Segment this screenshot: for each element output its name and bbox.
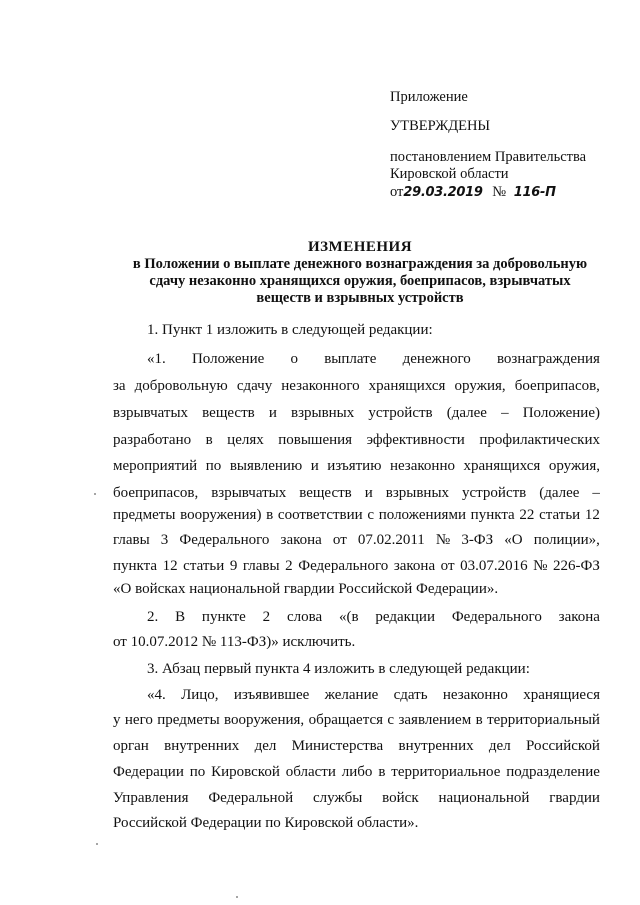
- paragraph-line: [147, 687, 600, 704]
- word: в: [266, 507, 274, 523]
- word: боеприпасов,: [113, 485, 199, 501]
- word: положениями: [378, 507, 466, 523]
- word: вооружения): [180, 507, 262, 523]
- resolution-line-1: постановлением Правительства: [390, 149, 587, 165]
- word: пункте: [201, 609, 246, 625]
- word: «О: [504, 532, 523, 548]
- resolution-date-number: [390, 183, 556, 202]
- paragraph-line: [113, 507, 600, 524]
- word: пункта: [470, 507, 515, 523]
- heading-title: ИЗМЕНЕНИЯ: [307, 239, 413, 255]
- paragraph-line: [113, 432, 600, 449]
- paragraph-line: [113, 558, 600, 575]
- heading-subtitle-line: веществ и взрывных устройств: [256, 290, 464, 306]
- word: предметы: [113, 507, 176, 523]
- word: за: [113, 378, 126, 394]
- word: целях: [227, 432, 264, 448]
- word: 12: [584, 507, 600, 523]
- word: веществ: [202, 405, 255, 421]
- word: от: [332, 532, 347, 548]
- word: внутренних: [398, 738, 474, 754]
- paragraph-line: от 10.07.2012 № 113-ФЗ)» исключить.: [113, 634, 356, 650]
- word: 2: [285, 558, 293, 574]
- word: «1.: [147, 351, 166, 367]
- word: Федеральной: [208, 790, 294, 806]
- word: редакции: [375, 609, 435, 625]
- word: закона: [393, 558, 436, 574]
- word: –: [501, 405, 509, 421]
- word: территориальный: [487, 712, 600, 728]
- word: устройств: [368, 405, 433, 421]
- word: 03.07.2016: [460, 558, 528, 574]
- word: войск: [382, 790, 419, 806]
- word: №: [533, 558, 548, 574]
- word: взрывчатых: [211, 485, 287, 501]
- word: профилактических: [479, 432, 600, 448]
- word: внутренних: [164, 738, 240, 754]
- paragraph-line: [113, 790, 600, 807]
- word: 07.02.2011: [357, 532, 425, 548]
- paragraph-line: [113, 764, 600, 781]
- paragraph-line: [113, 378, 600, 395]
- document-heading: [100, 239, 620, 307]
- word: взрывных: [385, 485, 450, 501]
- word: 3: [160, 532, 169, 548]
- word: слова: [286, 609, 323, 625]
- word: 2.: [147, 609, 159, 625]
- word: главы: [242, 558, 280, 574]
- word: по: [189, 764, 206, 780]
- word: национальной: [438, 790, 530, 806]
- word: о: [290, 351, 298, 367]
- word: вознаграждения: [496, 351, 600, 367]
- word: эффективности: [366, 432, 465, 448]
- word: незаконного: [281, 378, 360, 394]
- word: изъятию: [327, 458, 382, 474]
- word: разработано: [113, 432, 192, 448]
- word: выявлению: [229, 458, 303, 474]
- word: сдать: [393, 687, 428, 703]
- word: изъявившее: [233, 687, 310, 703]
- word: статьи: [183, 558, 225, 574]
- word: области: [285, 764, 336, 780]
- word: закона: [280, 532, 322, 548]
- word: добровольную: [134, 378, 228, 394]
- word: устройств: [462, 485, 527, 501]
- word: 2: [262, 609, 271, 625]
- word: дел: [254, 738, 277, 754]
- approved-label: УТВЕРЖДЕНЫ: [390, 118, 491, 134]
- word: обращается: [308, 712, 384, 728]
- scan-speck: [236, 896, 238, 898]
- appendix-label: Приложение: [390, 89, 468, 105]
- word: либо: [341, 764, 373, 780]
- word: 22: [519, 507, 535, 523]
- word: (далее: [446, 405, 487, 421]
- paragraph-line: [147, 609, 600, 626]
- word: оружия,: [548, 458, 600, 474]
- word: Положение: [191, 351, 265, 367]
- word: по: [205, 458, 222, 474]
- word: с: [367, 507, 375, 523]
- word: главы: [113, 532, 150, 548]
- paragraph-line: [113, 485, 600, 502]
- word: №: [435, 532, 451, 548]
- word: 9: [229, 558, 238, 574]
- word: и: [310, 458, 319, 474]
- word: с: [387, 712, 395, 728]
- word: 226-ФЗ: [553, 558, 600, 574]
- word: Федерального: [451, 609, 542, 625]
- word: заявлением: [398, 712, 472, 728]
- paragraph-line: Российской Федерации по Кировской области».: [113, 815, 419, 831]
- heading-subtitle-line: сдачу незаконно хранящихся оружия, боеприпасов, взрывчатых: [149, 273, 571, 289]
- word: боеприпасов,: [514, 378, 600, 394]
- paragraph-line: «О войсках национальной гвардии Российской Федерации».: [113, 581, 499, 597]
- word: предметы: [157, 712, 220, 728]
- paragraph-line: [113, 712, 600, 729]
- word: сдачу: [236, 378, 273, 394]
- word: 3-ФЗ: [461, 532, 494, 548]
- word: орган: [113, 738, 149, 754]
- word: него: [124, 712, 153, 728]
- scan-speck: [96, 843, 98, 845]
- word: мероприятий: [113, 458, 198, 474]
- word: от: [440, 558, 455, 574]
- word: незаконно: [389, 458, 455, 474]
- paragraph-line: 3. Абзац первый пункта 4 изложить в следующей редакции:: [147, 661, 530, 677]
- word: и: [268, 405, 277, 421]
- word: –: [592, 485, 600, 501]
- word: Российской: [526, 738, 600, 754]
- heading-subtitle-line: в Положении о выплате денежного вознаграждения за добровольную: [132, 256, 588, 272]
- word: Федерального: [298, 558, 389, 574]
- paragraph-line: 1. Пункт 1 изложить в следующей редакции:: [147, 322, 433, 338]
- word: денежного: [402, 351, 471, 367]
- word: незаконно: [442, 687, 508, 703]
- word: выплате: [324, 351, 377, 367]
- number-prefix: №: [492, 184, 507, 200]
- paragraph-line: [113, 458, 600, 475]
- word: Федерального: [179, 532, 270, 548]
- word: хранящиеся: [523, 687, 600, 703]
- handwritten-date: 29.03.2019: [403, 185, 483, 200]
- word: В: [175, 609, 186, 625]
- word: «4.: [147, 687, 166, 703]
- word: Лицо,: [181, 687, 219, 703]
- word: оружия,: [454, 378, 506, 394]
- word: хранящихся: [463, 458, 541, 474]
- word: взрывчатых: [113, 405, 189, 421]
- paragraph-line: [113, 405, 600, 422]
- word: в: [475, 712, 483, 728]
- resolution-line-2: Кировской области: [390, 166, 509, 182]
- word: желание: [324, 687, 379, 703]
- word: гвардии: [549, 790, 600, 806]
- date-prefix: от: [390, 184, 404, 200]
- word: подразделение: [506, 764, 600, 780]
- word: в: [205, 432, 213, 448]
- word: повышения: [278, 432, 353, 448]
- word: Положение): [522, 405, 600, 421]
- paragraph-line: [113, 532, 600, 549]
- word: 12: [162, 558, 178, 574]
- word: в: [378, 764, 386, 780]
- word: и: [364, 485, 373, 501]
- word: закона: [558, 609, 600, 625]
- word: «(в: [338, 609, 359, 625]
- word: территориальное: [391, 764, 501, 780]
- word: пункта: [113, 558, 158, 574]
- word: (далее: [539, 485, 580, 501]
- handwritten-number: 116-П: [513, 185, 556, 200]
- paragraph-line: [147, 351, 600, 368]
- word: у: [113, 712, 121, 728]
- word: полиции»,: [533, 532, 600, 548]
- word: службы: [312, 790, 363, 806]
- word: Кировской: [211, 764, 280, 780]
- word: вооружения,: [224, 712, 305, 728]
- word: Министерства: [291, 738, 384, 754]
- word: Федерации: [113, 764, 184, 780]
- word: Управления: [113, 790, 189, 806]
- word: веществ: [299, 485, 352, 501]
- word: статьи: [539, 507, 581, 523]
- word: дел: [488, 738, 511, 754]
- paragraph-line: [113, 738, 600, 755]
- word: соответствии: [277, 507, 363, 523]
- word: хранящихся: [368, 378, 446, 394]
- scan-speck: [94, 493, 96, 495]
- word: взрывных: [290, 405, 355, 421]
